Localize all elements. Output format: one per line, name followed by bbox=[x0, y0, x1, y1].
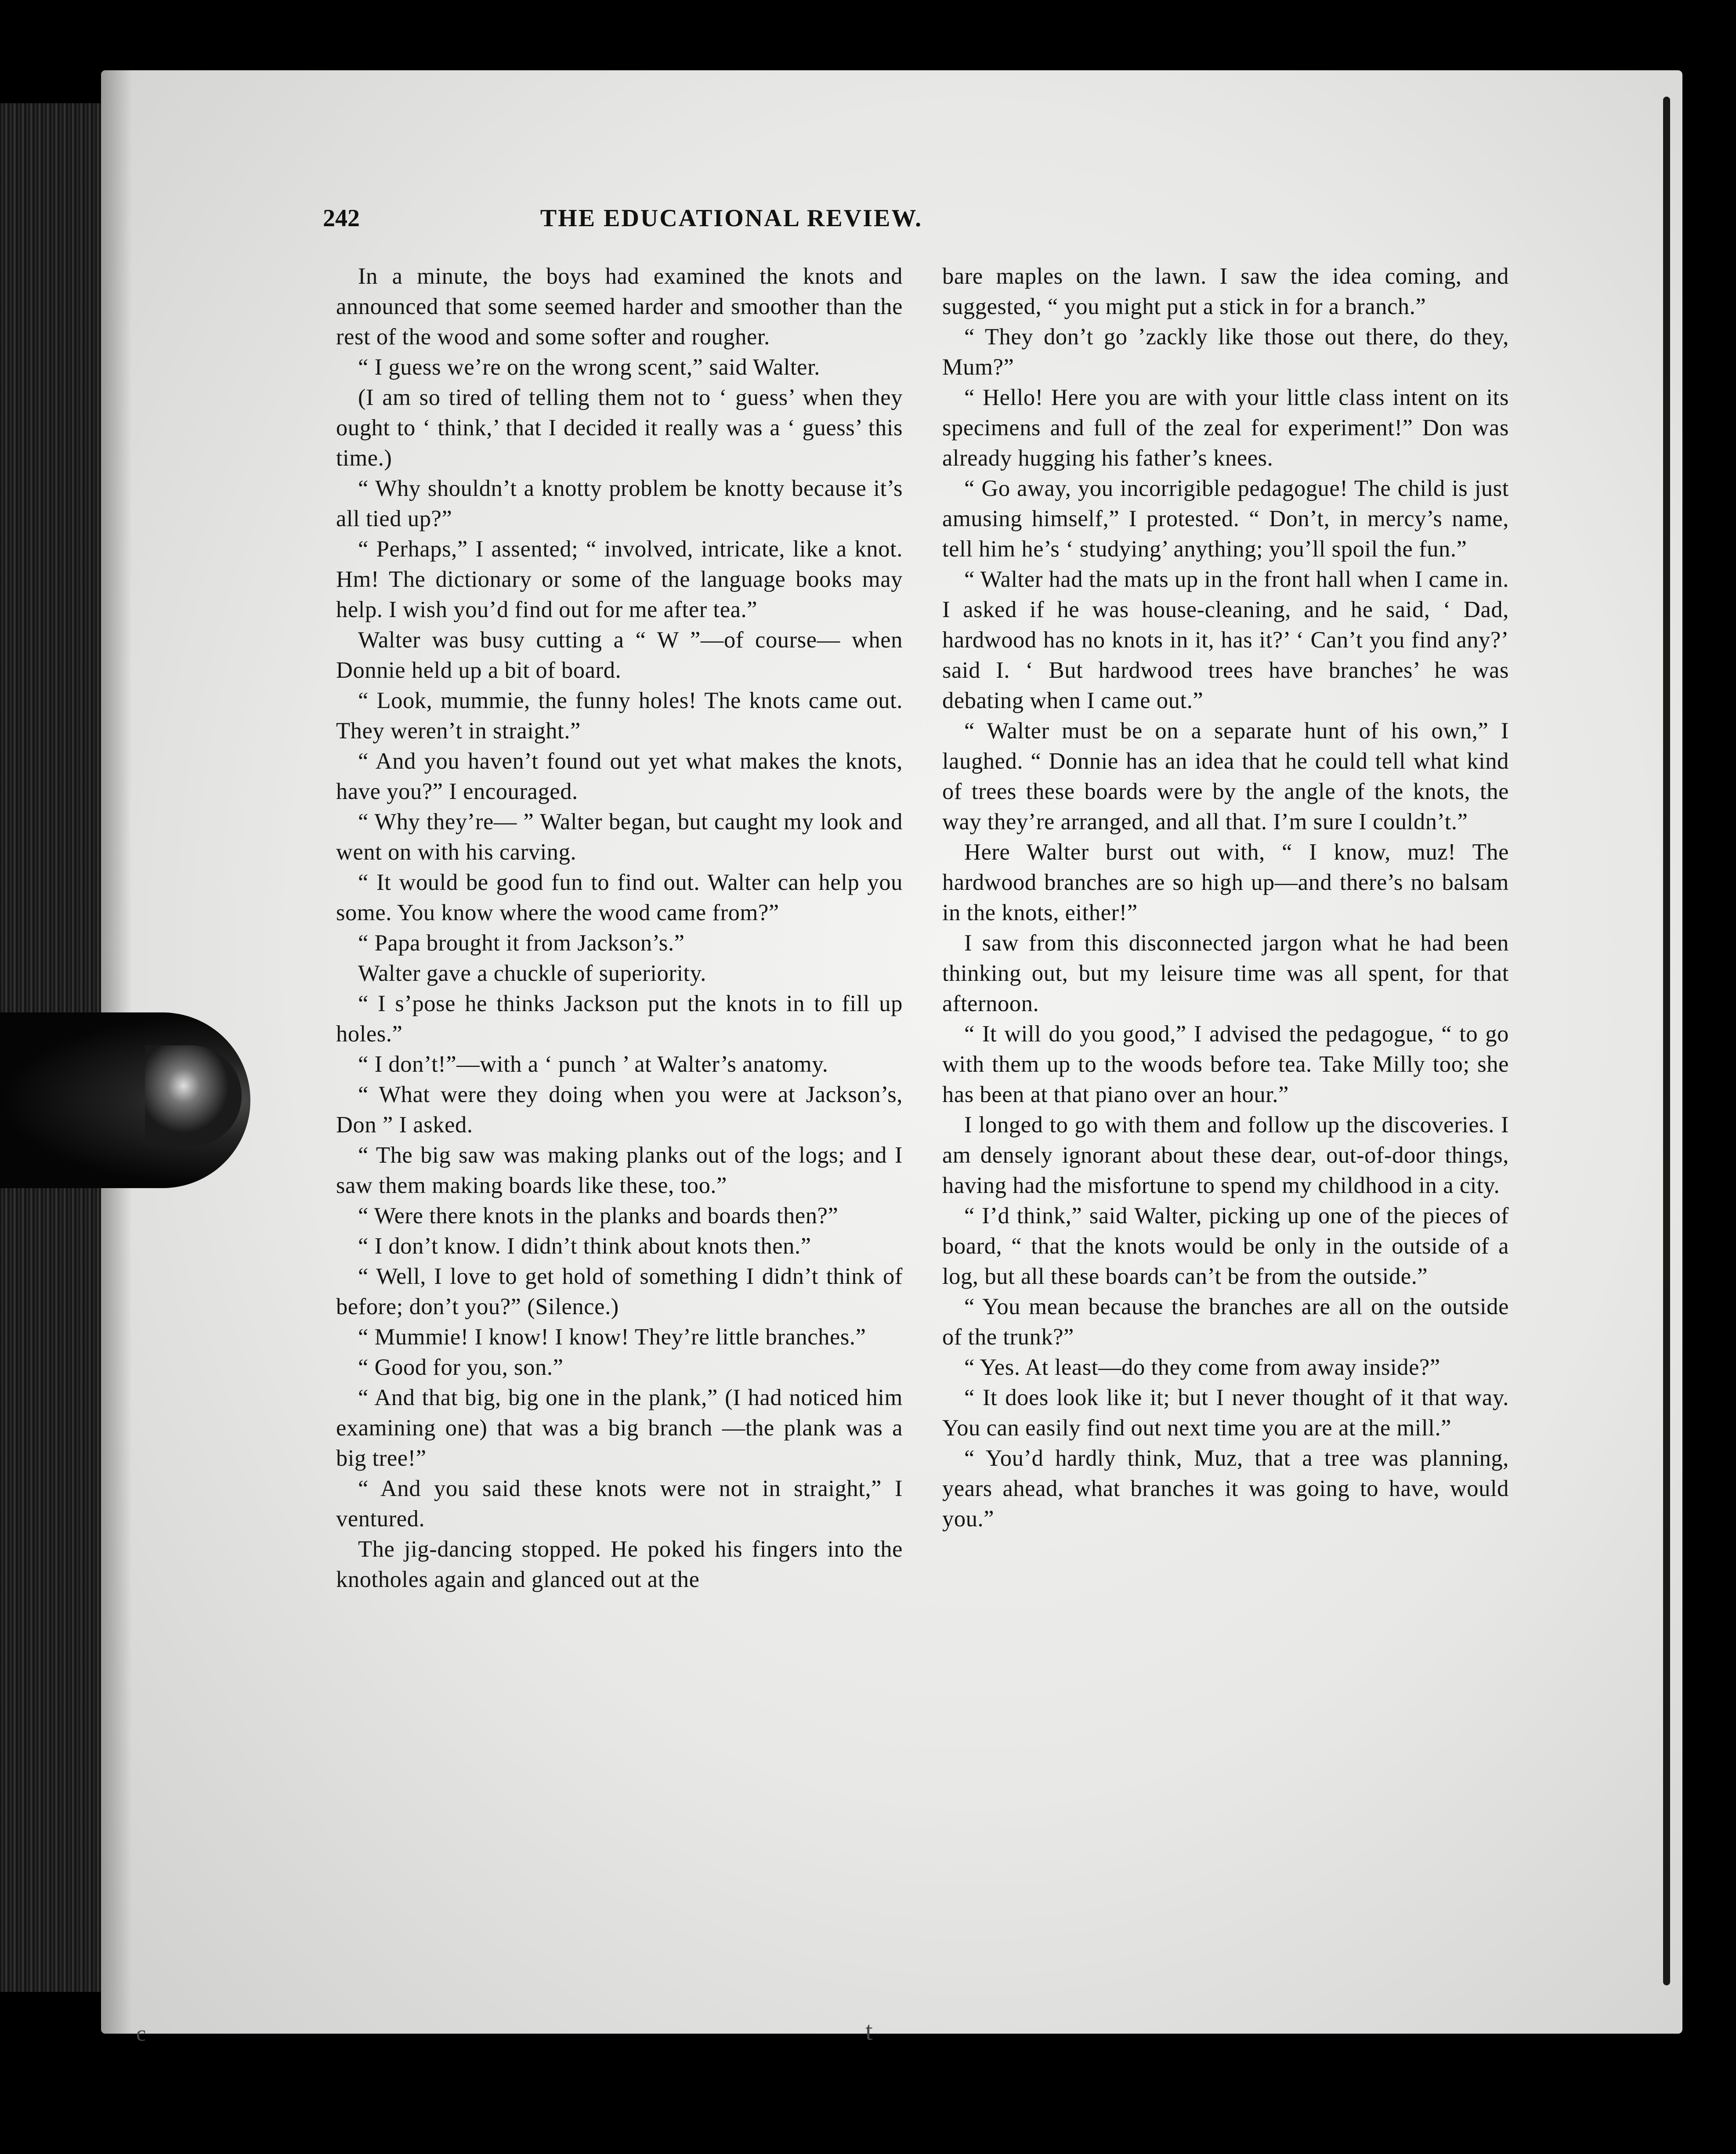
paragraph: “ And you said these knots were not in straight,” I ventured. bbox=[336, 1476, 903, 1532]
paragraph: “ And you haven’t found out yet what makes the knots, have you?” I encouraged. bbox=[336, 748, 903, 804]
paragraph: “ I don’t know. I didn’t think about knots then.” bbox=[358, 1233, 811, 1259]
paragraph: “ Look, mummie, the funny holes! The knots came out. They weren’t in straight.” bbox=[336, 688, 903, 744]
page-number: 242 bbox=[323, 205, 360, 232]
paragraph: “ And that big, big one in the plank,” (I had noticed him examining one) that was a big branch —the plank was a big tree!” bbox=[336, 1385, 903, 1471]
paragraph: “ It will do you good,” I advised the pedagogue, “ to go with them up to the woods before tea. Take Milly too; she has been at that piano over an hour.” bbox=[942, 1021, 1509, 1107]
right-column bbox=[942, 261, 1509, 1534]
paragraph: I saw from this disconnected jargon what he had been thinking out, but my leisure time was all spent, for that afternoon. bbox=[942, 930, 1509, 1016]
paragraph: “ I guess we’re on the wrong scent,” said Walter. bbox=[358, 354, 820, 380]
binding-edge bbox=[1663, 97, 1670, 1985]
paragraph: The jig-dancing stopped. He poked his fingers into the knotholes again and glanced out at the bbox=[336, 1536, 903, 1592]
running-title: THE EDUCATIONAL REVIEW. bbox=[540, 205, 923, 232]
paragraph: “ It would be good fun to find out. Walter can help you some. You know where the wood came from?” bbox=[336, 870, 903, 925]
paragraph: In a minute, the boys had examined the knots and announced that some seemed harder and smoother than the rest of the wood and some softer and rougher. bbox=[336, 264, 903, 350]
paragraph: “ It does look like it; but I never thought of it that way. You can easily find out next time you are at the mill.” bbox=[942, 1385, 1509, 1441]
paragraph: “ Were there knots in the planks and boards then?” bbox=[358, 1203, 839, 1229]
paragraph: “ Good for you, son.” bbox=[358, 1355, 564, 1380]
paragraph: (I am so tired of telling them not to ‘ guess’ when they ought to ‘ think,’ that I decided it really was a ‘ guess’ this time.) bbox=[336, 385, 903, 471]
paragraph: “ You’d hardly think, Muz, that a tree was planning, years ahead, what branches it was going to have, would you.” bbox=[942, 1446, 1509, 1532]
paragraph: “ What were they doing when you were at Jackson’s, Don ” I asked. bbox=[336, 1082, 903, 1138]
paragraph: “ Well, I love to get hold of something I didn’t think of before; don’t you?” (Silence.) bbox=[336, 1264, 903, 1319]
thumb-nail bbox=[145, 1045, 242, 1146]
paragraph: “ Why shouldn’t a knotty problem be knotty because it’s all tied up?” bbox=[336, 476, 903, 531]
paragraph: “ You mean because the branches are all on the outside of the trunk?” bbox=[942, 1294, 1509, 1350]
paragraph: “ The big saw was making planks out of the logs; and I saw them making boards like these, too.” bbox=[336, 1142, 903, 1198]
paragraph: I longed to go with them and follow up the discoveries. I am densely ignorant about these dear, out-of-door things, having had the misfortune to spend my childhood in a city. bbox=[942, 1112, 1509, 1198]
paragraph: Walter was busy cutting a “ W ”—of course— when Donnie held up a bit of board. bbox=[336, 627, 903, 683]
paragraph: “ I don’t!”—with a ‘ punch ’ at Walter’s anatomy. bbox=[358, 1052, 828, 1077]
paragraph: “ Walter must be on a separate hunt of his own,” I laughed. “ Donnie has an idea that he could tell what kind of trees these boards were by the angle of the knots, the way they’re arranged, and all that. I’m sure I couldn’t.” bbox=[942, 718, 1509, 835]
left-column bbox=[336, 261, 903, 1595]
paragraph: “ Perhaps,” I assented; “ involved, intricate, like a knot. Hm! The dictionary or some of the language books may help. I wish you’d find out for me after tea.” bbox=[336, 536, 903, 622]
paragraph: “ Go away, you incorrigible pedagogue! The child is just amusing himself,” I protested. “ Don’t, in mercy’s name, tell him he’s ‘ studying’ anything; you’ll spoil the fun.” bbox=[942, 476, 1509, 562]
paragraph: “ Why they’re— ” Walter began, but caught my look and went on with his carving. bbox=[336, 809, 903, 865]
paragraph: Walter gave a chuckle of superiority. bbox=[358, 961, 706, 986]
paragraph-continued: bare maples on the lawn. I saw the idea coming, and suggested, “ you might put a stick in for a branch.” bbox=[942, 264, 1509, 319]
paragraph: “ I s’pose he thinks Jackson put the knots in to fill up holes.” bbox=[336, 991, 903, 1047]
paragraph: “ They don’t go ’zackly like those out there, do they, Mum?” bbox=[942, 324, 1509, 380]
paragraph: “ Yes. At least—do they come from away inside?” bbox=[964, 1355, 1440, 1380]
paragraph: “ Mummie! I know! I know! They’re little branches.” bbox=[358, 1324, 866, 1350]
paragraph: “ Walter had the mats up in the front hall when I came in. I asked if he was house-cleaning, and he said, ‘ Dad, hardwood has no knots in it, has it?’ ‘ Can’t you find any?’ said I. ‘ But hardwood trees have branches’ he was debating when I came out.” bbox=[942, 567, 1509, 713]
handwritten-mark: c bbox=[136, 2021, 146, 2046]
paragraph: Here Walter burst out with, “ I know, muz! The hardwood branches are so high up—and there’s no balsam in the knots, either!” bbox=[942, 839, 1509, 925]
page-header bbox=[323, 204, 1215, 239]
paragraph: “ Hello! Here you are with your little class intent on its specimens and full of the zeal for experiment!” Don was already hugging his father’s knees. bbox=[942, 385, 1509, 471]
handwritten-mark: t bbox=[865, 2017, 873, 2046]
paragraph: “ Papa brought it from Jackson’s.” bbox=[358, 930, 685, 956]
paragraph: “ I’d think,” said Walter, picking up one of the pieces of board, “ that the knots would be only in the outside of a log, but all these boards can’t be from the outside.” bbox=[942, 1203, 1509, 1289]
